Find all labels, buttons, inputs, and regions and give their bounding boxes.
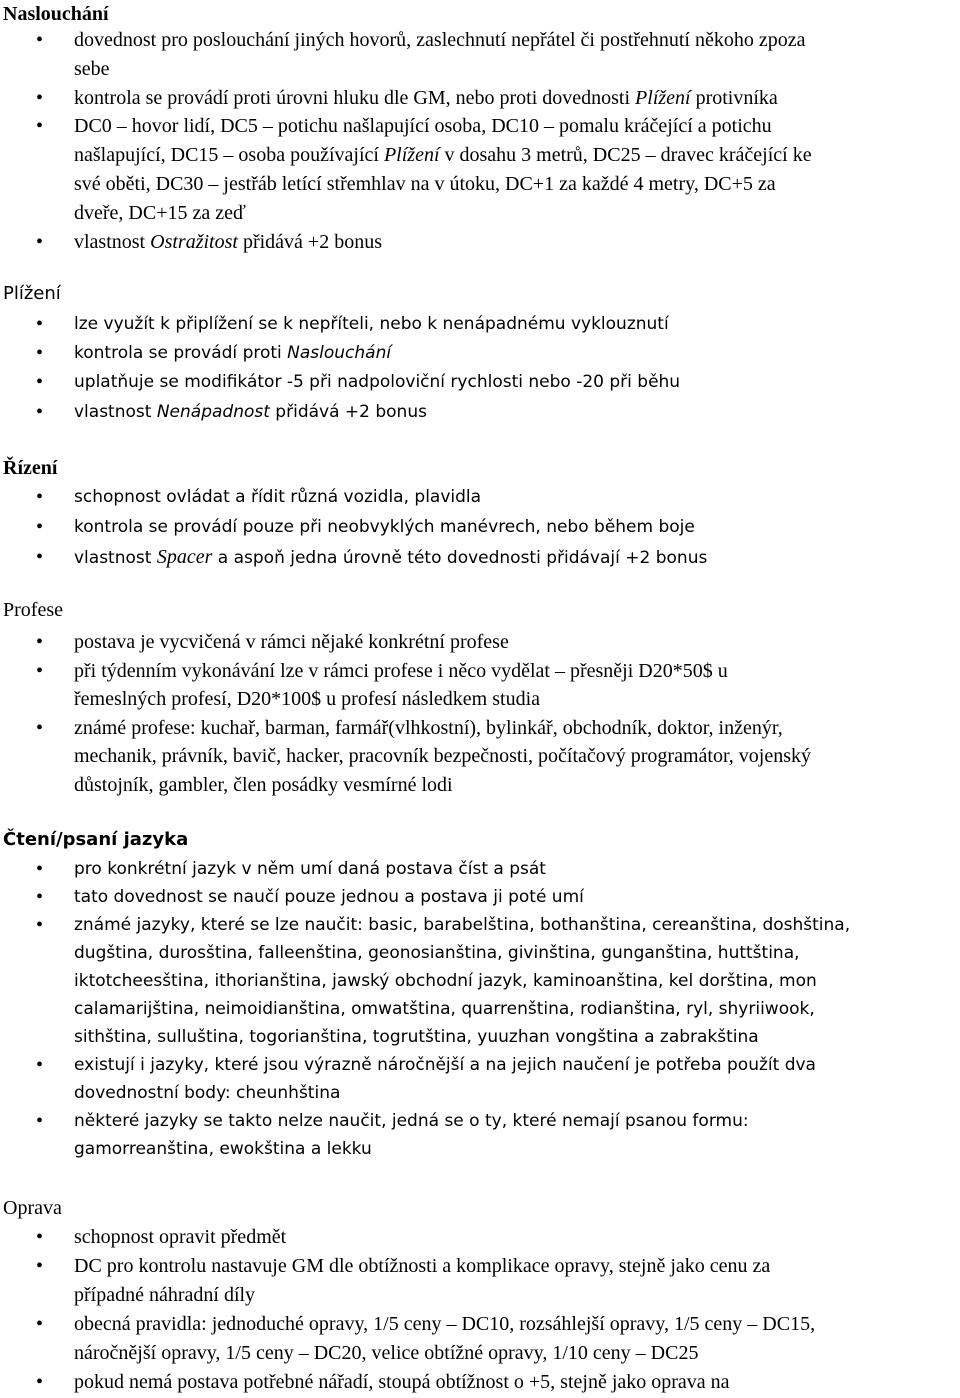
- bullet-icon: •: [36, 716, 44, 739]
- text-run: gamorreanština, ewokština a lekku: [74, 1139, 372, 1159]
- text-run: přidává +2 bonus: [269, 401, 427, 422]
- text-run: existují i jazyky, které jsou výrazně náročnější a na jejich naučení je potřeba použít dva: [74, 1055, 816, 1075]
- bullet-icon: •: [36, 914, 44, 936]
- text-run: tato dovednost se naučí pouze jednou a postava ji poté umí: [74, 887, 584, 907]
- text-run: své oběti, DC30 – jestřáb letící střemhlav na v útoku, DC+1 za každé 4 metry, DC+5 za: [74, 173, 776, 195]
- list-item-line: [74, 771, 453, 801]
- emphasis-text: Spacer: [156, 546, 213, 569]
- text-run: pro konkrétní jazyk v něm umí daná postava číst a psát: [74, 859, 546, 879]
- list-item-line: [74, 228, 382, 257]
- list-item-line: [74, 55, 110, 84]
- bullet-icon: •: [36, 1371, 44, 1393]
- text-run: dovednostní body: cheunhština: [74, 1083, 341, 1103]
- text-run: schopnost opravit předmět: [74, 1226, 287, 1248]
- text-run: důstojník, gambler, člen posádky vesmírné lodi: [74, 774, 453, 796]
- list-item-line: [74, 1079, 340, 1108]
- text-run: iktotcheesština, ithorianština, jawský obchodní jazyk, kaminoanština, kel dorština, mon: [74, 971, 817, 991]
- list-item-line: [74, 513, 695, 542]
- text-run: náročnější opravy, 1/5 ceny – DC20, velice obtížné opravy, 1/10 ceny – DC25: [74, 1342, 699, 1364]
- section-heading-rizeni: Řízení: [3, 457, 58, 479]
- text-run: dugština, durosština, falleenština, geonosianština, givinština, gunganština, huttština,: [74, 943, 800, 963]
- list-item-line: [74, 483, 481, 512]
- list-item-line: [74, 995, 815, 1024]
- bullet-icon: •: [36, 886, 44, 908]
- section-heading-plizeni: Plížení: [3, 283, 61, 304]
- section-heading-oprava: Oprava: [3, 1197, 62, 1219]
- bullet-icon: •: [36, 1226, 44, 1248]
- list-item-line: [74, 657, 728, 687]
- list-item-line: [74, 939, 800, 968]
- list-item-line: [74, 1135, 372, 1164]
- list-item-line: [74, 1310, 815, 1340]
- list-item-line: [74, 1107, 749, 1136]
- text-run: kontrola se provádí proti: [74, 343, 288, 364]
- bullet-icon: •: [36, 115, 44, 138]
- section-heading-profese: Profese: [3, 599, 63, 621]
- emphasis-text: Ostražitost: [150, 230, 238, 253]
- bullet-icon: •: [36, 1255, 44, 1277]
- text-run: sebe: [74, 57, 110, 80]
- list-item-line: [74, 26, 805, 55]
- text-run: dovednost pro poslouchání jiných hovorů, zaslechnutí nepřátel či postřehnutí někoho zpoza: [74, 29, 806, 51]
- list-item-line: [74, 1339, 698, 1369]
- text-run: kontrola se provádí pouze při neobvyklých manévrech, nebo během boje: [74, 517, 695, 538]
- list-item-line: [74, 310, 669, 339]
- list-item-line: [74, 543, 707, 573]
- bullet-icon: •: [36, 230, 44, 253]
- text-run: a aspoň jedna úrovně této dovednosti přidávají +2 bonus: [212, 548, 708, 569]
- list-item-line: [74, 1368, 730, 1398]
- text-run: pokud nemá postava potřebné nářadí, stoupá obtížnost o +5, stejně jako oprava na: [74, 1371, 730, 1393]
- text-run: schopnost ovládat a řídit různá vozidla, plavidla: [74, 487, 482, 507]
- bullet-icon: •: [36, 546, 44, 569]
- emphasis-text: Plížení: [635, 86, 691, 109]
- list-item-line: [74, 398, 427, 427]
- list-item-line: [74, 1281, 255, 1311]
- list-item-line: [74, 1252, 770, 1282]
- section-heading-cteni-psani: Čtení/psaní jazyka: [3, 829, 189, 850]
- bullet-icon: •: [36, 1054, 44, 1076]
- list-item-line: [74, 1223, 286, 1253]
- list-item-line: [74, 685, 540, 715]
- list-item-line: [74, 1051, 816, 1080]
- text-run: DC pro kontrolu nastavuje GM dle obtížnosti a komplikace opravy, stejně jako cenu za: [74, 1255, 771, 1277]
- text-run: postava je vycvičená v rámci nějaké konkrétní profese: [74, 631, 509, 653]
- text-run: uplatňuje se modifikátor -5 při nadpoloviční rychlosti nebo -20 při běhu: [74, 372, 681, 393]
- list-item-line: [74, 855, 546, 884]
- list-item-line: [74, 170, 776, 199]
- bullet-icon: •: [36, 858, 44, 880]
- section-heading-naslouchani: Naslouchání: [3, 3, 109, 25]
- list-item-line: [74, 339, 391, 368]
- text-run: vlastnost: [74, 230, 151, 253]
- text-run: calamarijština, neimoidianština, omwatština, quarrenština, rodianština, ryl, shyriiwook,: [74, 999, 815, 1019]
- list-item-line: [74, 742, 811, 772]
- text-run: našlapující, DC15 – osoba používající: [74, 144, 384, 167]
- bullet-icon: •: [36, 516, 44, 539]
- bullet-icon: •: [36, 342, 44, 365]
- bullet-icon: •: [36, 659, 44, 682]
- text-run: přidává +2 bonus: [237, 230, 382, 253]
- text-run: známé profese: kuchař, barman, farmář(vlhkostní), bylinkář, obchodník, doktor, inženýr,: [74, 716, 783, 739]
- text-run: obecná pravidla: jednoduché opravy, 1/5 ceny – DC10, rozsáhlejší opravy, 1/5 ceny – DC15,: [74, 1313, 816, 1335]
- emphasis-text: Plížení: [383, 144, 440, 167]
- list-item-line: [74, 1023, 759, 1052]
- emphasis-text: Naslouchání: [287, 343, 392, 364]
- bullet-icon: •: [36, 486, 44, 508]
- list-item-line: [74, 967, 817, 996]
- list-item-line: [74, 911, 850, 940]
- list-item-line: [74, 141, 812, 170]
- text-run: vlastnost: [74, 548, 157, 569]
- list-item-line: [74, 112, 772, 141]
- list-item-line: [74, 199, 246, 228]
- bullet-icon: •: [36, 313, 44, 335]
- text-run: v dosahu 3 metrů, DC25 – dravec kráčející ke: [439, 144, 812, 167]
- bullet-icon: •: [36, 1313, 44, 1335]
- text-run: mechanik, právník, bavič, hacker, pracovník bezpečnosti, počítačový programátor, vojenský: [74, 745, 812, 768]
- text-run: případné náhradní díly: [74, 1284, 256, 1306]
- bullet-icon: •: [36, 400, 44, 423]
- text-run: lze využít k připlížení se k nepříteli, nebo k nenápadnému vyklouznutí: [74, 314, 669, 334]
- text-run: některé jazyky se takto nelze naučit, jedná se o ty, které nemají psanou formu:: [74, 1111, 749, 1131]
- bullet-icon: •: [36, 371, 44, 394]
- text-run: protivníka: [690, 86, 778, 109]
- text-run: DC0 – hovor lidí, DC5 – potichu našlapující osoba, DC10 – pomalu kráčející a potichu: [74, 115, 772, 138]
- text-run: vlastnost: [74, 401, 157, 422]
- list-item-line: [74, 368, 680, 397]
- text-run: dveře, DC+15 za zeď: [74, 201, 246, 224]
- text-run: známé jazyky, které se lze naučit: basic, barabelština, bothanština, cereanština, doshština,: [74, 915, 851, 935]
- text-run: sithština, sulluština, togorianština, togrutština, yuuzhan vongština a zabrakština: [74, 1027, 759, 1047]
- list-item-line: [74, 84, 778, 113]
- text-run: kontrola se provádí proti úrovni hluku dle GM, nebo proti dovednosti: [74, 86, 636, 109]
- text-run: při týdenním vykonávání lze v rámci profese i něco vydělat – přesněji D20*50$ u: [74, 659, 728, 682]
- emphasis-text: Nenápadnost: [156, 401, 270, 422]
- bullet-icon: •: [36, 29, 44, 51]
- list-item-line: [74, 883, 584, 912]
- text-run: řemeslných profesí, D20*100$ u profesí následkem studia: [74, 688, 541, 711]
- list-item-line: [74, 714, 783, 744]
- bullet-icon: •: [36, 86, 44, 109]
- bullet-icon: •: [36, 631, 44, 653]
- bullet-icon: •: [36, 1110, 44, 1132]
- list-item-line: [74, 628, 509, 658]
